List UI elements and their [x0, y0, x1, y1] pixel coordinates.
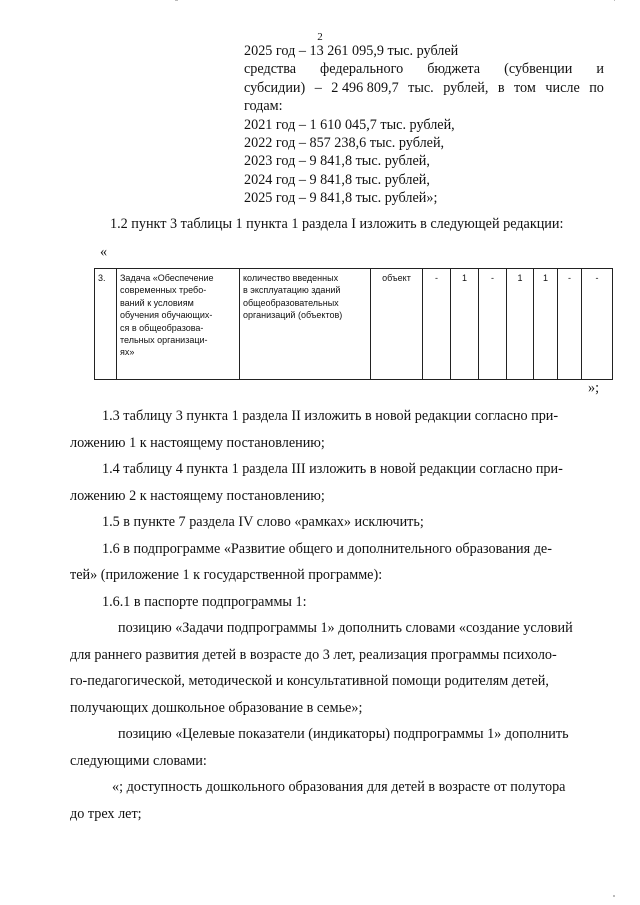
table-row: [95, 269, 613, 380]
para-access-line1: «; доступность дошкольного образования для детей в возрасте от полутора: [112, 779, 566, 795]
unit-cell: объект: [371, 269, 423, 380]
funding-2025-line: 2025 год – 13 261 095,9 тыс. рублей: [244, 43, 459, 59]
scan-mark: [175, 0, 178, 1]
item-1-6-1: 1.6.1 в паспорте подпрограммы 1:: [102, 594, 307, 610]
federal-word: –: [314, 79, 322, 96]
item-1-6-line2: тей» (приложение 1 к государственной программе):: [70, 567, 383, 583]
para-tasks-line2: для раннего развития детей в возрасте до 3 лет, реализация программы психоло-: [70, 647, 557, 663]
item-1-4-line2: ложению 2 к настоящему постановлению;: [70, 488, 325, 504]
para-tasks-line4: получающих дошкольное образование в семье»;: [70, 700, 363, 716]
task-line: ваний к условиям: [120, 297, 194, 308]
indicator-line: организаций (объектов): [243, 310, 343, 321]
item-1-6-line1: 1.6 в подпрограмме «Развитие общего и дополнительного образования де-: [102, 541, 552, 557]
year-line: 2021 год – 1 610 045,7 тыс. рублей,: [244, 116, 455, 133]
item-1-3-line2: ложению 1 к настоящему постановлению;: [70, 435, 325, 451]
value-cell: -: [558, 269, 582, 380]
federal-word: в: [497, 79, 505, 96]
indicator-line: в эксплуатацию зданий: [243, 285, 341, 296]
year-line: 2024 год – 9 841,8 тыс. рублей,: [244, 171, 430, 188]
federal-line-2: [244, 79, 604, 97]
para-tasks-line3: го-педагогической, методической и консультативной помощи родителям детей,: [70, 673, 549, 689]
federal-word: том: [514, 79, 536, 96]
value-cell: -: [423, 269, 451, 380]
year-line: 2025 год – 9 841,8 тыс. рублей»;: [244, 190, 438, 207]
federal-word: тыс.: [408, 79, 434, 96]
page-number: 2: [317, 31, 323, 43]
task-line: ся в общеобразова-: [120, 322, 204, 333]
value-cell: 1: [451, 269, 479, 380]
task-line: Задача «Обеспечение: [120, 273, 214, 283]
value-cell: 1: [507, 269, 534, 380]
federal-word: по: [589, 79, 604, 96]
year-line: 2023 год – 9 841,8 тыс. рублей,: [244, 153, 430, 170]
para-indicators-line1: позицию «Целевые показатели (индикаторы) подпрограммы 1» дополнить: [118, 726, 569, 742]
year-line: 2022 год – 857 238,6 тыс. рублей,: [244, 135, 445, 152]
close-quote: »;: [588, 380, 600, 396]
federal-word: субсидии): [244, 79, 306, 96]
indicator-line: количество введенных: [243, 273, 339, 283]
federal-line-3: годам:: [244, 98, 283, 115]
federal-line-1: [244, 60, 604, 78]
indicator-table: [94, 268, 613, 380]
federal-word: рублей,: [443, 79, 489, 96]
federal-word: и: [596, 61, 604, 78]
task-cell: [117, 269, 240, 380]
federal-word: числе: [545, 79, 580, 96]
scan-mark: [613, 895, 615, 897]
task-line: тельных организаци-: [120, 335, 208, 346]
task-line: ях»: [120, 347, 135, 358]
value-cell: -: [582, 269, 613, 380]
federal-word: бюджета: [427, 61, 481, 78]
federal-word: федерального: [320, 61, 404, 78]
para-indicators-line2: следующими словами:: [70, 753, 207, 769]
para-access-line2: до трех лет;: [70, 806, 142, 822]
open-quote: «: [100, 244, 108, 260]
item-1-2: 1.2 пункт 3 таблицы 1 пункта 1 раздела I изложить в следующей редакции:: [110, 216, 564, 232]
para-tasks-line1: позицию «Задачи подпрограммы 1» дополнить словами «создание условий: [118, 620, 573, 636]
row-number: 3.: [95, 269, 117, 380]
federal-word: (субвенции: [504, 61, 573, 78]
item-1-5: 1.5 в пункте 7 раздела IV слово «рамках» исключить;: [102, 514, 424, 530]
item-1-4-line1: 1.4 таблицу 4 пункта 1 раздела III изложить в новой редакции согласно при-: [102, 461, 563, 477]
value-cell: 1: [534, 269, 558, 380]
federal-word: средства: [244, 61, 297, 78]
indicator-line: общеобразовательных: [243, 297, 339, 308]
indicator-cell: [240, 269, 371, 380]
task-line: современных требо-: [120, 285, 207, 296]
task-line: обучения обучающих-: [120, 310, 213, 321]
scan-mark: [614, 0, 615, 1]
item-1-3-line1: 1.3 таблицу 3 пункта 1 раздела II изложить в новой редакции согласно при-: [102, 408, 559, 424]
value-cell: -: [479, 269, 507, 380]
federal-word: 2 496 809,7: [331, 79, 399, 96]
funding-block: [244, 42, 604, 208]
